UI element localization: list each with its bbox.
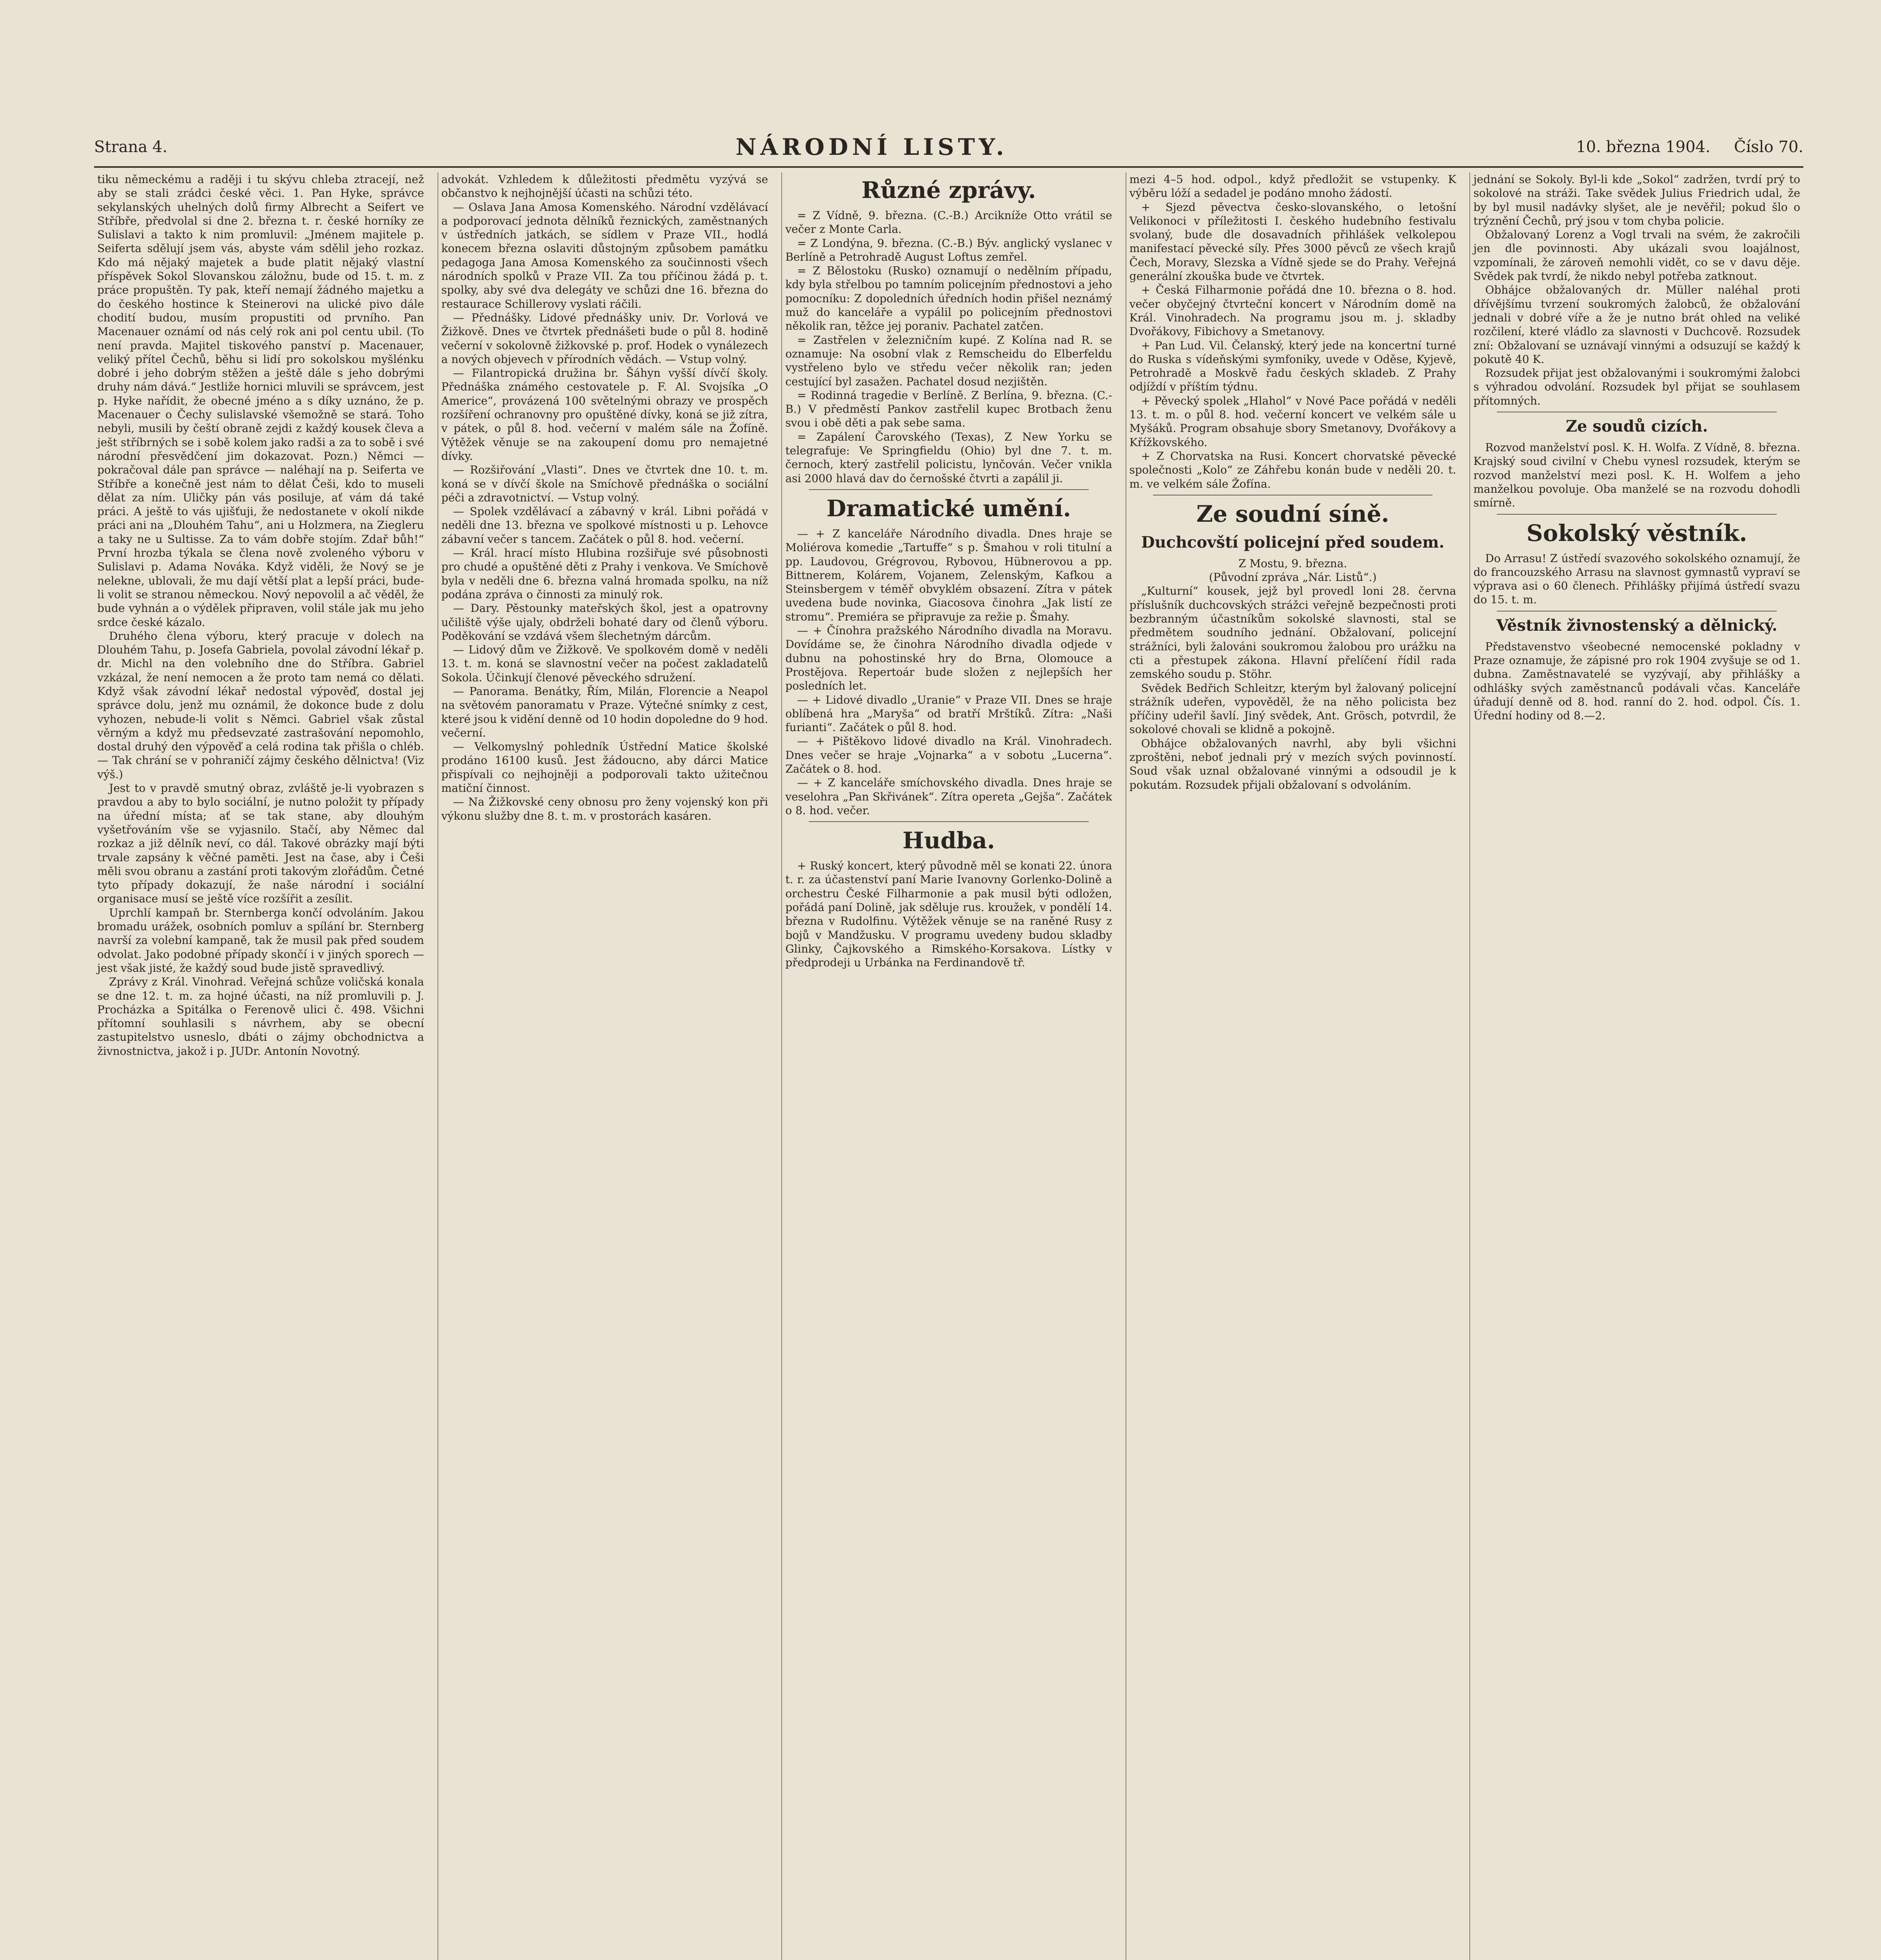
news-item: = Z Bělostoku (Rusko) oznamují o nedělním případu, kdy byla střelbou po tamním policejním přednostovi a jeho pomocníku: Z dopoledních úředních hodin přišel neznámý muž do kanceláře a vypálil po policejním přednostovi několik ran, těžce jej poraniv. Pachatel zatčen.: [785, 264, 1112, 333]
news-item: = Zastřelen v železničním kupé. Z Kolína nad R. se oznamuje: Na osobní vlak z Remscheidu do Elberfeldu vystřeleno bylo ve středu večer několik ran; jeden cestující byl zasažen. Pachatel dosud nezjištěn.: [785, 333, 1112, 388]
news-item: = Rodinná tragedie v Berlíně. Z Berlína, 9. března. (C.-B.) V předměstí Pankov zastřelil kupec Brotbach ženu svou i obě děti a pak sebe sama.: [785, 388, 1112, 430]
court-text: Obhájce obžalovaných dr. Müller naléhal proti dřívějšímu tvrzení soukromých žalobců, že obžalování jednali v dobré víře a že je nutno brát ohled na veliké rozčilení, které vládlo za slavnosti v Duchcově. Rozsudek zní: Obžalovaní se uznávají vinnými a odsuzují se každý k pokutě 40 K.: [1473, 283, 1800, 366]
music-item: + Česká Filharmonie pořádá dne 10. března o 8. hod. večer obyčejný čtvrteční koncert v Národním domě na Král. Vinohradech. Na programu jsou m. j. skladby Dvořákovy, Fibichovy a Smetanovy.: [1129, 283, 1456, 338]
drama-item: — + Čínohra pražského Národního divadla na Moravu. Dovídáme se, že činohra Národního divadla odjede v dubnu na pohostinské hry do Brna, Olomouce a Prostějova. Repertoár bude složen z nejlepších her posledních let.: [785, 624, 1112, 693]
article-text: Druhého člena výboru, který pracuje v dolech na Dlouhém Tahu, p. Josefa Gabriela, povolal závodní lékař p. dr. Michl na den volebního dne do Stříbra. Gabriel vzkázal, že není nemocen a že proto tam nemá co dělati. Když však závodní lékař nedostal výpověď, dostal jej správce dolu, jenž mu oznámil, že dokonce bude z dolu vyhozen, nebude-li volit s Němci. Gabriel však zůstal věrným a když mu předsevzaté zastrašování nepomohlo, dostal druhý den výpověď a celá rodina tak přišla o chléb. — Tak chrání se v pohraničí zájmy českého dělnictva! (Viz výš.): [97, 629, 424, 781]
article-text: Uprchlí kampaň br. Sternberga končí odvoláním. Jakou bromadu urážek, osobních pomluv a spílání br. Sternberg navrší za volební kampaně, tak že musil pak před soudem odvolat. Jako podobné případy skončí i v jiných sporech — jest však jisté, že každý soud bude jistě spravedlivý.: [97, 906, 424, 975]
music-item: + Pěvecký spolek „Hlahol“ v Nové Pace pořádá v neděli 13. t. m. o půl 8. hod. večerní koncert ve velkém sále u Myšáků. Program obsahuje sbory Smetanovy, Dvořákovy a Křížkovského.: [1129, 394, 1456, 449]
article-text: Zprávy z Král. Vinohrad. Veřejná schůze voličská konala se dne 12. t. m. za hojné účasti, na níž promluvili p. J. Procházka a Spitálka o Ferenově ulici č. 498. Všichni přítomní souhlasili s návrhem, aby se obecní zastupitelstvo usneslo, dbáti o zájmy obchodnictva a živnostnictva, jakož i p. JUDr. Antonín Novotný.: [97, 975, 424, 1058]
music-item: + Pan Lud. Vil. Čelanský, který jede na koncertní turné do Ruska s vídeňskými symfoniky, uvede v Oděse, Kyjevě, Petrohradě a Moskvě řadu českých skladeb. Z Prahy odjíždí v příštím týdnu.: [1129, 339, 1456, 394]
news-item: = Z Vídně, 9. března. (C.-B.) Arcikníže Otto vrátil se večer z Monte Carla.: [785, 209, 1112, 236]
issue-number: Číslo 70.: [1734, 138, 1803, 156]
column-4: [1126, 172, 1460, 1960]
header-right: [1576, 138, 1803, 156]
column-3: [781, 172, 1115, 1960]
article-text: — Král. hrací místo Hlubina rozšiřuje své působnosti pro chudé a opuštěné děti z Prahy i venkova. Ve Smíchově byla v neděli dne 6. března valná hromada spolku, na níž podána zpráva o činnosti za minulý rok.: [441, 546, 768, 601]
section-heading-foreign-courts: Ze soudů cizích.: [1565, 417, 1708, 436]
sokol-item: Do Arrasu! Z ústředí svazového sokolského oznamují, že do francouzského Arrasu na slavnost gymnastů vypraví se výprava asi o 60 členech. Přihlášky přijímá ústředí svazu do 15. t. m.: [1473, 552, 1800, 606]
article-text: advokát. Vzhledem k důležitosti předmětu vyzývá se občanstvo k nejhojnější účasti na schůzi této.: [441, 173, 768, 200]
section-divider: [1497, 611, 1777, 612]
court-article-title: Duchcovští policejní před soudem.: [1141, 533, 1445, 552]
section-divider: [809, 489, 1089, 490]
page-number: Strana 4.: [94, 138, 167, 156]
drama-item: — + Z kanceláře smíchovského divadla. Dnes hraje se veselohra „Pan Skřivánek“. Zítra opereta „Gejša“. Začátek o 8. hod. večer.: [785, 776, 1112, 817]
section-heading-sokol: Sokolský věstník.: [1526, 519, 1747, 546]
article-text: — Filantropická družina br. Šáhyn vyšší dívčí školy. Přednáška známého cestovatele p. F. Al. Svojsíka „O Americe“, provázená 100 světelnými obrazy ve prospěch rozšíření ochranovny pro opuštěné dívky, koná se již zítra, v pátek, o půl 8. hod. večerní v malém sále na Žofíně. Výtěžek věnuje se na zakoupení domu pro nemajetné dívky.: [441, 367, 768, 463]
running-header: [94, 129, 1803, 165]
masthead: NÁRODNÍ LISTY.: [735, 134, 1008, 160]
court-text: Svědek Bedřich Schleitzr, kterým byl žalovaný policejní strážník udeřen, vypověděl, že na něho policista bez příčiny udeřil šavlí. Jiný svědek, Ant. Grösch, potvrdil, že sokolové chovali se klidně a pokojně.: [1129, 681, 1456, 736]
article-text: — Přednášky. Lidové přednášky univ. Dr. Vorlová ve Žižkově. Dnes ve čtvrtek přednášeti bude o půl 8. hodině večerní v sokolovně žižkovské p. prof. Hodek o vynálezech a nových objevech v přírodních vědách. — Vstup volný.: [441, 311, 768, 366]
news-item: = Zapálení Čarovského (Texas), Z New Yorku se telegrafuje: Ve Springfieldu (Ohio) byl dne 7. t. m. černoch, který zastřelil policistu, lynčován. Večer vnikla asi 2000 hlavá dav do černošské čtvrti a zapálil ji.: [785, 430, 1112, 485]
court-text: jednání se Sokoly. Byl-li kde „Sokol“ zadržen, tvrdí prý to sokolové na stráži. Take svědek Julius Friedrich udal, že by byl musil nadávky slyšet, ale je nevěřil; pokud šlo o trýznění Čechů, prý jsou v tom chyba policie.: [1473, 173, 1800, 227]
section-heading-trade: Věstník živnostenský a dělnický.: [1496, 616, 1778, 635]
article-text: Jest to v pravdě smutný obraz, zvláště je-li vyobrazen s pravdou a aby to bylo sociální, je nutno položit ty případy na úřední místa; ať se tak stane, aby dlouhým vyšetřováním vše se vyjasnilo. Stačí, aby Němec dal rozkaz a již dělník neví, co dál. Takové obrázky mají býti trvale zapsány k věčné paměti. Jest na čase, aby i Češi měli svou obranu a zastání proti takovým zlořádům. Četné tyto případy dokazují, že naše národní i sociální organisace musí se ještě více rozšířit a zesílit.: [97, 782, 424, 906]
court-dateline: Z Mostu, 9. března.: [1238, 557, 1347, 570]
court-text: Obhájce obžalovaných navrhl, aby byli všichni zproštěni, neboť jednali prý v mezích svých povinností. Soud však uznal obžalované vinnými a odsoudil je k pokutám. Rozsudek přijali obžalovaní s odvoláním.: [1129, 737, 1456, 791]
issue-date: 10. března 1904.: [1576, 138, 1710, 156]
news-item: = Z Londýna, 9. března. (C.-B.) Býv. anglický vyslanec v Berlíně a Petrohradě August Loftus zemřel.: [785, 236, 1112, 263]
section-divider: [1497, 514, 1777, 515]
section-heading-drama: Dramatické umění.: [826, 495, 1071, 522]
section-heading-news: Různé zprávy.: [861, 177, 1036, 203]
drama-item: — + Z kanceláře Národního divadla. Dnes hraje se Moliérova komedie „Tartuffe“ s p. Šmahou v roli titulní a pp. Laudovou, Grégrovou, Rybovou, Hübnerovou a pp. Bittnerem, Kolárem, Vojanem, Zelenským, Kafkou a Steinsbergem v téměř obvyklém obsazení. Zítra v pátek uvedena bude novinka, Giacosova činohra „Jak listí ze stromu“. Premiéra se připravuje za režie p. Šmahy.: [785, 527, 1112, 623]
columns: [94, 172, 1803, 1960]
section-divider: [809, 821, 1089, 822]
music-item: + Sjezd pěvectva česko-slovanského, o letošní Velikonoci v příležitosti I. českého hudebního festivalu svolaný, bude dle dosavadních přihlášek velkolepou manifestací pěvecké síly. Přes 3000 pěvců ze všech krajů Čech, Moravy, Slezska a Vídně sjede se do Prahy. Veřejná generální zkouška bude ve čtvrtek.: [1129, 200, 1456, 283]
article-text: — Dary. Pěstounky mateřských škol, jest a opatrovny učiliště výše ujaly, obdrželi bohaté dary od členů výboru. Poděkování se vzdává všem šlechetným dárcům.: [441, 602, 768, 642]
column-1: [94, 172, 427, 1960]
drama-item: — + Lidové divadlo „Uranie“ v Praze VII. Dnes se hraje oblíbená hra „Maryša“ od bratří Mrštíků. Zítra: „Naši furianti“. Začátek o půl 8. hod.: [785, 693, 1112, 734]
court-source: (Původní zpráva „Nár. Listů“.): [1209, 571, 1377, 584]
section-heading-music: Hudba.: [902, 827, 995, 854]
court-text: Rozvod manželství posl. K. H. Wolfa. Z Vídně, 8. března. Krajský soud civilní v Chebu vynesl rozsudek, kterým se rozvod manželství mezi posl. K. H. Wolfem a jeho manželkou povoluje. Oba manželé se na rozvodu dohodli smírně.: [1473, 441, 1800, 510]
court-text: Rozsudek přijat jest obžalovanými i soukromými žalobci s výhradou odvolání. Rozsudek byl přijat se souhlasem přítomných.: [1473, 367, 1800, 407]
article-text: — Velkomyslný pohledník Ústřední Matice školské prodáno 16100 kusů. Jest žádoucno, aby dárci Matice přispívali co nejhojněji a podporovali takto užitečnou matiční činnost.: [441, 740, 768, 795]
trade-item: Představenstvo všeobecné nemocenské pokladny v Praze oznamuje, že zápisné pro rok 1904 zvyšuje se od 1. dubna. Zaměstnavatelé se vyzývají, aby přihlášky a odhlášky svých zaměstnanců podávali včas. Kanceláře úřadují denně od 8. hod. ranní do 2. hod. odpol. Čís. 1. Úřední hodiny od 8.—2.: [1473, 640, 1800, 722]
article-text: — Rozšiřování „Vlasti“. Dnes ve čtvrtek dne 10. t. m. koná se v dívčí škole na Smíchově přednáška o sociální péči a zdravotnictví. — Vstup volný.: [441, 463, 768, 504]
music-item: + Z Chorvatska na Rusi. Koncert chorvatské pěvecké společnosti „Kolo“ ze Záhřebu konán bude v neděli 20. t. m. ve velkém sále Žofína.: [1129, 449, 1456, 490]
column-5: [1469, 172, 1803, 1960]
article-text: — Panorama. Benátky, Řím, Milán, Florencie a Neapol na světovém panoramatu v Praze. Výtečné snímky z cest, které jsou k vidění denně od 10 hodin dopoledne do 9 hod. večerní.: [441, 684, 768, 739]
article-text: tiku německému a raději i tu skývu chleba ztracejí, než aby se stali zrádci české věci. 1. Pan Hyke, správce sekylanských uhelných dolů firmy Albrecht a Seifert ve Stříbře, předvolal si dne 2. března t. r. české horníky ze Sulislavi a takto k nim promluvil: „Jménem majitele p. Seiferta sdělují jsem vás, abyste vám sdělil jeho rozkaz. Kdo má nějaký majetek a bude platit nějaký vlastní příspěvek Sokol Slovanskou záložnu, bude od 15. t. m. z práce propuštěn. Ty pak, kteří nemají žádného majetku a do českého hostince k Steinerovi na ulické pivo dále chodití budou, musím propustiti od prvního. Pan Macenauer oznámí od nás celý rok ani pol centu ubil. (To není pravda. Majitel tiskového panství p. Macenauer, veliký přítel Čechů, běhu si lidí pro sokolskou myšlénku dobré i jeho dobrým stěžen a ještě dále s jeho dobrými druhy nám dává.“ Jestliže hornici mluvili se správcem, jest p. Hyke nařídit, že obecné jméno a s díky uznáno, že p. Macenauer o Čechy sulislavské všemožně se stará. Toho nebyli, musili by čeští obraně zejdi z každý kousek čleva a ješt stříbrných se i sobě kolem jako radši a za to sobě i své národní přesvědčení jim dokazovat. Pozn.) Němci — pokračoval dále pan správce — naléhají na p. Seiferta ve Stříbře a konečně jest nám to dělat Češi, kdo to museli dělat za ním. Uličky pán vás posiluje, ať vám dá také práci. A ještě to vás ujišťuji, že nedostanete v okolí nikde práci ani na „Dlouhém Tahu“, ani u Holzmera, na Ziegleru a taky ne u Sultisse. Za to vám dobře stojím. Zdař bůh!“ První hrozba týkala se člena nově zvoleného výboru v Sulislavi p. Adama Nováka. Když viděli, že Nový se je nelekne, ublovali, že mu dají větší plat a lepší práci, bude-li volit se stranou německou. Nový nepovolil a ač věděl, že bude vyhnán a o výdělek připraven, volil stále jak mu jeho srdce české kázalo.: [97, 173, 424, 629]
music-item: + Ruský koncert, který původně měl se konati 22. února t. r. za účastenství paní Marie Ivanovny Gorlenko-Dolině a orchestru České Filharmonie a pak musil býti odložen, pořádá paní Dolině, jak sděluje rus. kroužek, v pondělí 14. března v Rudolfinu. Výtěžek věnuje se na raněné Rusy z bojů v Mandžusku. V programu uvedeny budou skladby Glinky, Čajkovského a Rimského-Korsakova. Lístky v předprodeji u Urbánka na Ferdinandově tř.: [785, 859, 1112, 969]
article-text: — Na Žižkovské ceny obnosu pro ženy vojenský kon při výkonu služby dne 8. t. m. v prostorách kasáren.: [441, 795, 768, 822]
drama-item: — + Pištěkovo lidové divadlo na Král. Vinohradech. Dnes večer se hraje „Vojnarka“ a v sobotu „Lucerna“. Začátek o 8. hod.: [785, 735, 1112, 775]
music-item: mezi 4–5 hod. odpol., když předložit se vstupenky. K výběru lóží a sedadel je podáno mnoho žádostí.: [1129, 173, 1456, 200]
article-text: — Spolek vzdělávací a zábavný v král. Libni pořádá v neděli dne 13. března ve spolkové místnosti u p. Lehovce zábavní večer s tancem. Začátek o půl 8. hod. večerní.: [441, 505, 768, 546]
article-text: — Oslava Jana Amosa Komenského. Národní vzdělávací a podporovací jednota dělníků řeznických, zaměstnaných v ústředních jatkách, se sídlem v Praze VII., hodlá konecem března oslaviti důstojným způsobem památku pedagoga Jana Amosa Komenského za součinnosti všech národních spolků v Praze VII. Za tou příčinou žádá p. t. spolky, aby své dva delegáty ve schůzi dne 16. března do restaurace Schillerovy vyslati ráčili.: [441, 200, 768, 310]
court-text: „Kulturní“ kousek, jejž byl provedl loni 28. června příslušník duchcovských strážci veřejně bezpečnosti proti bezbranným účastníkům sokolské slavnosti, stal se předmětem soudního jednání. Obžalovaní, policejní strážníci, byli žalováni soukromou žalobou pro urážku na cti a přestupek zákona. Hlavní přelíčení řídil rada zemského soudu p. Stöhr.: [1129, 584, 1456, 681]
column-2: [438, 172, 772, 1960]
article-text: — Lidový dům ve Žižkově. Ve spolkovém domě v neděli 13. t. m. koná se slavnostní večer na počest zakladatelů Sokola. Účinkují členové pěveckého sdružení.: [441, 643, 768, 684]
section-heading-court: Ze soudní síně.: [1196, 500, 1389, 527]
court-text: Obžalovaný Lorenz a Vogl trvali na svém, že zakročili jen dle povinnosti. Aby ukázali svou loajálnost, vzpomínali, že zároveň nemohli vidět, co se v davu děje. Svědek pak tvrdí, že nikdo nebyl potřeba zatknout.: [1473, 228, 1800, 283]
header-rule: [94, 166, 1803, 168]
